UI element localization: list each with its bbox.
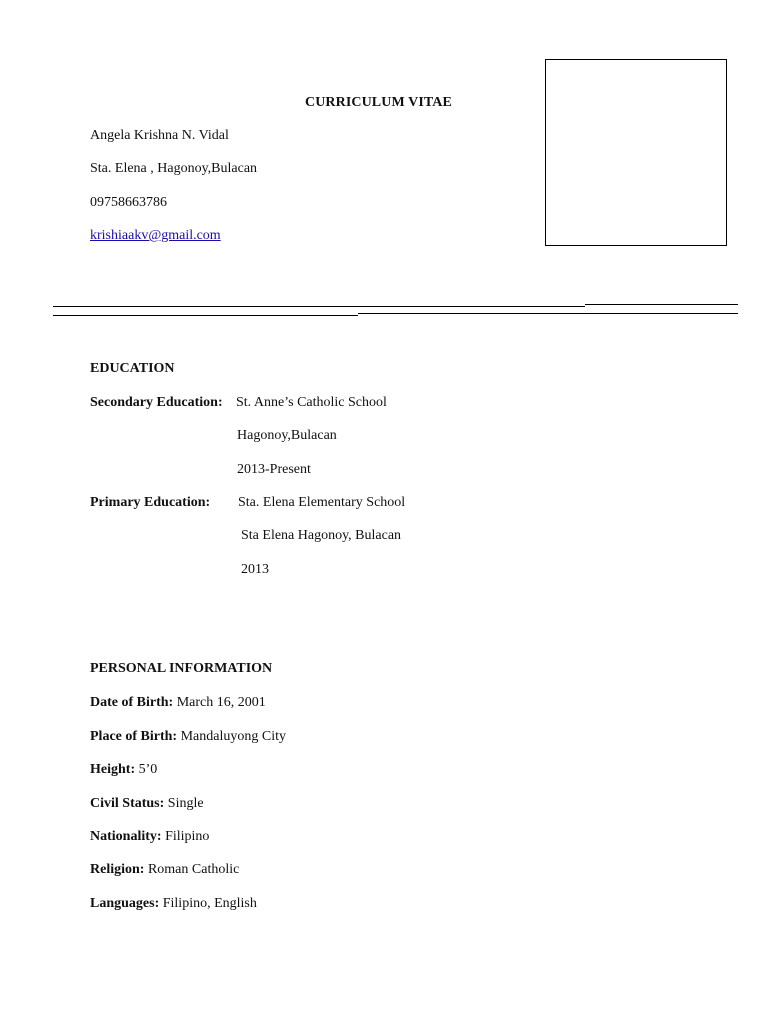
field-value: March 16, 2001 [176, 695, 266, 710]
photo-placeholder [545, 59, 727, 246]
field-value: Single [167, 796, 204, 811]
field-value: 5’0 [138, 762, 158, 777]
field-label: Languages: [90, 896, 160, 911]
primary-school: Sta. Elena Elementary School [238, 495, 406, 510]
primary-location: Sta Elena Hagonoy, Bulacan [241, 528, 402, 543]
field-row-religion [90, 862, 239, 878]
secondary-years: 2013-Present [237, 462, 311, 477]
field-row-nationality [90, 829, 209, 845]
field-value: Filipino [165, 829, 210, 844]
divider-line-2a [53, 315, 358, 316]
primary-education-label: Primary Education: [90, 495, 211, 510]
secondary-education-label: Secondary Education: [90, 395, 223, 410]
secondary-school: St. Anne’s Catholic School [236, 395, 387, 410]
field-row-languages [90, 896, 257, 912]
field-row-civil-status [90, 796, 204, 812]
primary-years: 2013 [241, 562, 269, 577]
field-label: Civil Status: [90, 796, 165, 811]
field-label: Date of Birth: [90, 695, 174, 710]
page-title: CURRICULUM VITAE [305, 95, 452, 110]
field-label: Nationality: [90, 829, 162, 844]
field-row-date-of-birth [90, 695, 266, 711]
field-row-height [90, 762, 157, 778]
applicant-phone: 09758663786 [90, 195, 167, 210]
divider-line-1b [585, 304, 738, 305]
education-heading: EDUCATION [90, 361, 175, 376]
field-label: Height: [90, 762, 136, 777]
field-label: Religion: [90, 862, 145, 877]
personal-info-heading: PERSONAL INFORMATION [90, 661, 273, 676]
applicant-address: Sta. Elena , Hagonoy,Bulacan [90, 161, 258, 176]
field-value: Filipino, English [162, 896, 257, 911]
divider-line-2b [358, 313, 738, 314]
secondary-location: Hagonoy,Bulacan [237, 428, 337, 443]
field-value: Roman Catholic [147, 862, 240, 877]
divider-line-1a [53, 306, 585, 307]
field-label: Place of Birth: [90, 729, 178, 744]
field-value: Mandaluyong City [180, 729, 286, 744]
email-link[interactable]: krishiaakv@gmail.com [90, 228, 221, 243]
field-row-place-of-birth [90, 729, 286, 745]
applicant-name: Angela Krishna N. Vidal [90, 128, 229, 143]
